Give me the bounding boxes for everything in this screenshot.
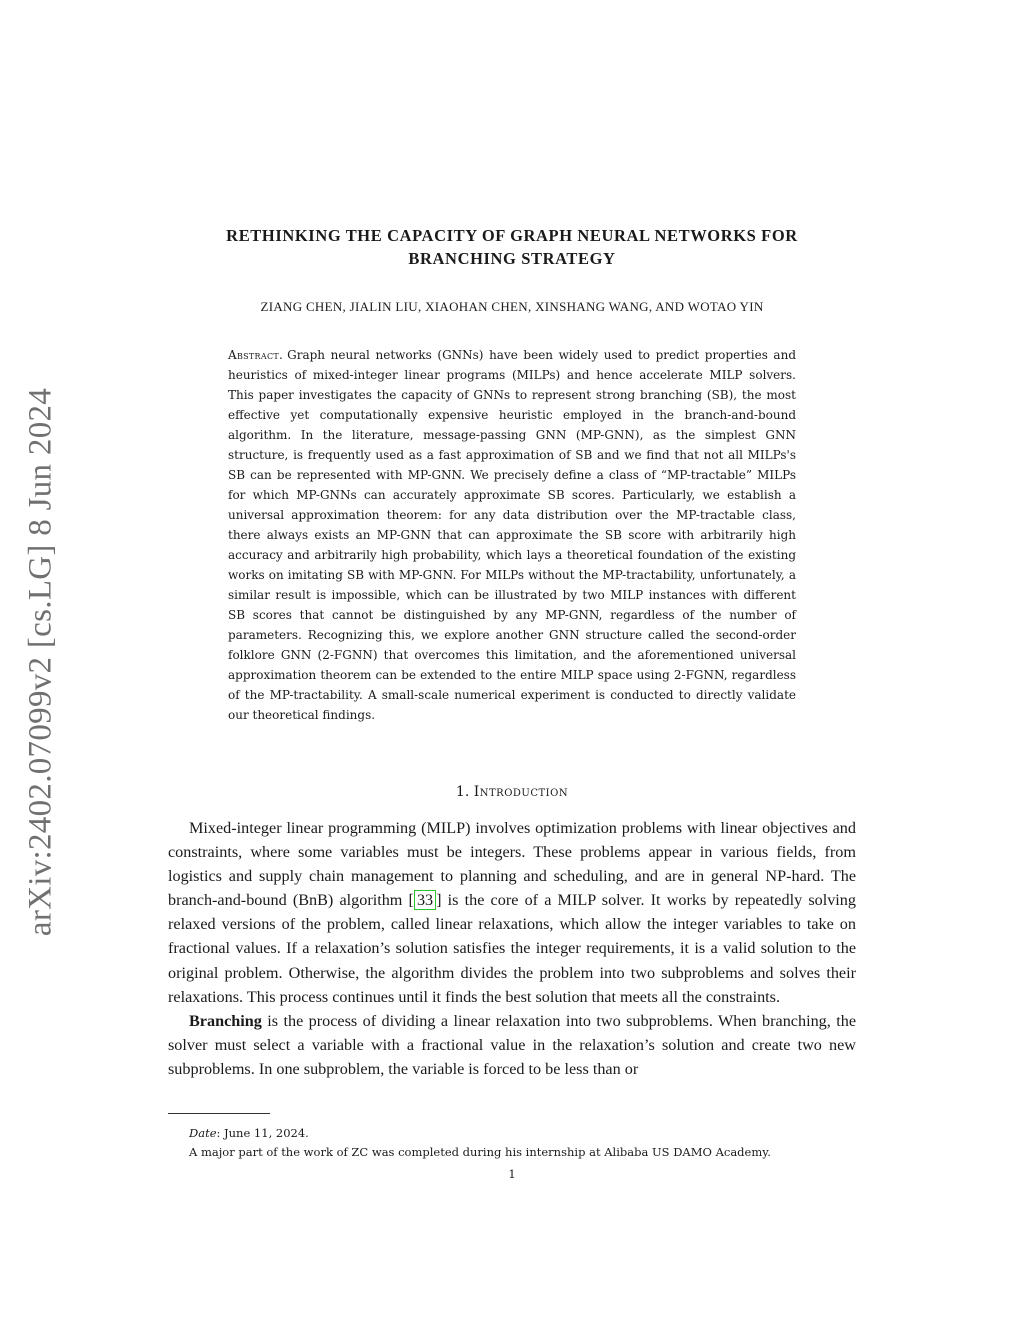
paragraph-2 xyxy=(168,1009,856,1081)
abstract-heading: Abstract. xyxy=(228,348,284,362)
abstract-text: Graph neural networks (GNNs) have been widely used to predict properties and heuristics of mixed-integer linear programs (MILPs) and hence accelerate MILP solvers. This paper investigates the capacity of GNNs to represent strong branching (SB), the most effective yet computationally expensive heuristic employed in the branch-and-bound algorithm. In the literature, message-passing GNN (MP-GNN), as the simplest GNN structure, is frequently used as a fast approximation of SB and we find that not all MILPs's SB can be represented with MP-GNN. We precisely define a class of “MP-tractable” MILPs for which MP-GNNs can accurately approximate SB scores. Particularly, we establish a universal approximation theorem: for any data distribution over the MP-tractable class, there always exists an MP-GNN that can approximate the SB score with arbitrarily high accuracy and arbitrarily high probability, which lays a theoretical foundation of the existing works on imitating SB with MP-GNN. For MILPs without the MP-tractability, unfortunately, a similar result is impossible, which can be illustrated by two MILP instances with different SB scores that cannot be distinguished by any MP-GNN, regardless of the number of parameters. Recognizing this, we explore another GNN structure called the second-order folklore GNN (2-FGNN) that overcomes this limitation, and the aforementioned universal approximation theorem can be extended to the entire MILP space using 2-FGNN, regardless of the MP-tractability. A small-scale numerical experiment is conducted to directly validate our theoretical findings. xyxy=(228,348,796,722)
footnote-date-value: : June 11, 2024. xyxy=(216,1126,309,1140)
footnote-date xyxy=(168,1126,856,1140)
paper-title xyxy=(162,224,862,270)
paragraph-1-text-a: Mixed-integer linear programming (MILP) involves optimization problems with linear objectives and constraints, where some variables must be integers. These problems appear in various fields, from logistics and supply chain management to planning and scheduling, and are in general NP-hard. The branch-and-bound (BnB) algorithm xyxy=(168,819,856,910)
paragraph-1-text-b: is the core of a MILP solver. It works by repeatedly solving relaxed versions of the problem, called linear relaxations, which allow the integer variables to take on fractional values. If a relaxation’s solution satisfies the integer requirements, it is a valid solution to the original problem. Otherwise, the algorithm divides the problem into two subproblems and solves their relaxations. This process continues until it finds the best solution that meets all the constraints. xyxy=(168,891,856,1006)
section-heading xyxy=(162,784,862,800)
section-name: Introduction xyxy=(473,784,569,800)
paragraph-2-text: is the process of dividing a linear relaxation into two subproblems. When branching, the solver must select a variable with a fractional value in the relaxation’s solution and create two new subproblems. In one subproblem, the variable is forced to be less than or xyxy=(168,1011,856,1078)
page-number: 1 xyxy=(508,1167,516,1181)
abstract xyxy=(228,345,796,725)
footnote-date-label: Date xyxy=(189,1126,217,1140)
body-text xyxy=(168,816,856,1081)
paragraph-2-bold: Branching xyxy=(189,1011,262,1030)
title-line-2: BRANCHING STRATEGY xyxy=(408,249,616,268)
title-line-1: RETHINKING THE CAPACITY OF GRAPH NEURAL NETWORKS FOR xyxy=(226,226,798,245)
author-list: ZIANG CHEN, JIALIN LIU, XIAOHAN CHEN, XINSHANG WANG, AND WOTAO YIN xyxy=(260,299,764,314)
footnote-rule xyxy=(168,1113,270,1114)
footnote-note: A major part of the work of ZC was completed during his internship at Alibaba US DAMO Academy. xyxy=(189,1145,771,1159)
citation-link[interactable]: 33 xyxy=(414,890,436,910)
paragraph-1: Mixed-integer linear programming (MILP) involves optimization problems with linear objectives and constraints, where some variables must be integers. These problems appear in various fields, from logistics and supply chain management to planning and scheduling, and are in general NP-hard. The branch-and-bound (BnB) algorithm [ 33 ] is the core of a MILP solver. It works by repeatedly solving relaxed versions of the problem, called linear relaxations, which allow the integer variables to take on fractional values. If a relaxation’s solution satisfies the integer requirements, it is a valid solution to the original problem. Otherwise, the algorithm divides the problem into two subproblems and solves their relaxations. This process continues until it finds the best solution that meets all the constraints. xyxy=(168,819,856,1006)
arxiv-side-stamp: arXiv:2402.07099v2 [cs.LG] 8 Jun 2024 xyxy=(22,387,59,937)
section-number: 1. xyxy=(455,784,470,800)
